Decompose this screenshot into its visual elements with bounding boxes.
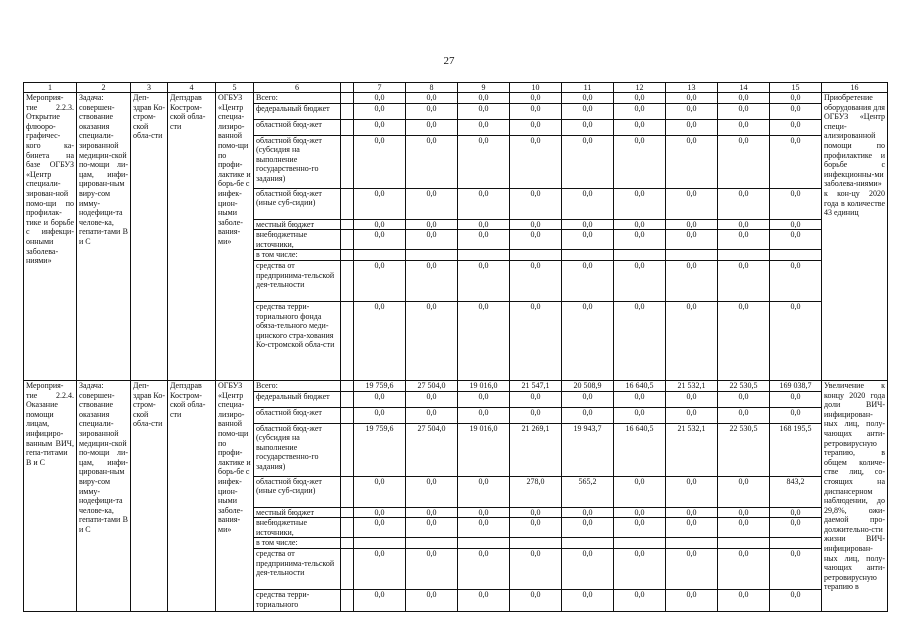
amount-cell: 0,0 <box>406 507 458 518</box>
column-header: 11 <box>562 83 614 93</box>
amount-cell: 0,0 <box>562 507 614 518</box>
amount-cell <box>666 538 718 549</box>
amount-cell: 0,0 <box>510 548 562 589</box>
amount-cell: 0,0 <box>354 507 406 518</box>
amount-cell: 0,0 <box>666 219 718 230</box>
amount-cell: 0,0 <box>354 301 406 380</box>
amount-cell: 0,0 <box>458 103 510 119</box>
amount-cell: 0,0 <box>666 119 718 135</box>
amount-cell: 0,0 <box>614 230 666 250</box>
funding-source: областной бюд-жет (иные суб-сидии) <box>254 476 341 507</box>
amount-cell: 16 640,5 <box>614 423 666 476</box>
amount-cell: 0,0 <box>614 135 666 188</box>
amount-cell: 0,0 <box>718 119 770 135</box>
amount-cell: 19 016,0 <box>458 423 510 476</box>
amount-cell: 0,0 <box>458 93 510 104</box>
amount-cell: 0,0 <box>718 230 770 250</box>
gap-cell <box>341 103 354 119</box>
amount-cell: 0,0 <box>562 188 614 219</box>
task-text: Задача: совершен-ствование оказания специали-зированной медицин-ской по-мощи ли-цам, инфи-цирован-ным виру-сом имму-нодефици-та челове-ка, гепати-тами В и С <box>77 93 131 381</box>
amount-cell: 0,0 <box>354 518 406 538</box>
amount-cell: 19 759,6 <box>354 380 406 391</box>
amount-cell <box>718 538 770 549</box>
amount-cell: 0,0 <box>510 518 562 538</box>
amount-cell: 0,0 <box>770 507 822 518</box>
amount-cell: 27 504,0 <box>406 423 458 476</box>
amount-cell: 0,0 <box>354 260 406 301</box>
amount-cell <box>562 250 614 261</box>
column-header: 9 <box>458 83 510 93</box>
gap-cell <box>341 391 354 407</box>
amount-cell: 0,0 <box>458 119 510 135</box>
amount-cell: 0,0 <box>770 93 822 104</box>
gap-cell <box>341 476 354 507</box>
amount-cell: 0,0 <box>562 301 614 380</box>
task-text: Задача: совершен-ствование оказания специали-зированной медицин-ской по-мощи ли-цам, инфи-цирован-ным виру-сом имму-нодефици-та челове-ка, гепати-тами В и С <box>77 380 131 611</box>
page-number: 27 <box>443 55 455 67</box>
amount-cell: 21 547,1 <box>510 380 562 391</box>
amount-cell: 0,0 <box>614 548 666 589</box>
column-header: 7 <box>354 83 406 93</box>
amount-cell: 0,0 <box>718 135 770 188</box>
amount-cell: 0,0 <box>666 548 718 589</box>
amount-cell: 0,0 <box>406 589 458 611</box>
funding-source: областной бюд-жет (субсидия на выполнение государственно-го задания) <box>254 423 341 476</box>
amount-cell: 22 530,5 <box>718 423 770 476</box>
amount-cell: 0,0 <box>718 476 770 507</box>
amount-cell: 0,0 <box>666 230 718 250</box>
amount-cell: 0,0 <box>666 188 718 219</box>
amount-cell: 0,0 <box>406 548 458 589</box>
amount-cell: 0,0 <box>354 188 406 219</box>
amount-cell: 0,0 <box>406 230 458 250</box>
amount-cell: 0,0 <box>666 507 718 518</box>
column-header: 6 <box>254 83 341 93</box>
amount-cell: 0,0 <box>718 407 770 423</box>
gap-cell <box>341 188 354 219</box>
column-header: 14 <box>718 83 770 93</box>
amount-cell: 0,0 <box>614 119 666 135</box>
amount-cell: 0,0 <box>666 135 718 188</box>
amount-cell: 0,0 <box>562 93 614 104</box>
amount-cell: 0,0 <box>614 301 666 380</box>
gap-cell <box>341 589 354 611</box>
funding-source: Всего: <box>254 380 341 391</box>
amount-cell: 0,0 <box>510 93 562 104</box>
funding-source: Всего: <box>254 93 341 104</box>
funding-source: федеральный бюджет <box>254 391 341 407</box>
column-header: 13 <box>666 83 718 93</box>
funding-source: местный бюджет <box>254 219 341 230</box>
amount-cell <box>770 538 822 549</box>
amount-cell <box>510 250 562 261</box>
amount-cell <box>458 250 510 261</box>
gap-cell <box>341 518 354 538</box>
amount-cell: 0,0 <box>354 119 406 135</box>
amount-cell: 0,0 <box>354 135 406 188</box>
amount-cell: 0,0 <box>614 518 666 538</box>
expected-result: Приобретение оборудования для ОГБУЗ «Центр специ-ализированной помощи по профилактике и борьбе с инфекционны-ми заболева-ниями» к кон-цу 2020 года в количестве 43 единиц <box>822 93 888 381</box>
amount-cell: 0,0 <box>770 301 822 380</box>
amount-cell: 19 943,7 <box>562 423 614 476</box>
amount-cell: 0,0 <box>510 103 562 119</box>
table-row <box>24 380 888 391</box>
amount-cell: 0,0 <box>562 103 614 119</box>
amount-cell: 0,0 <box>770 391 822 407</box>
funding-source: внебюджетные источники, <box>254 518 341 538</box>
amount-cell: 16 640,5 <box>614 380 666 391</box>
amount-cell: 0,0 <box>458 518 510 538</box>
funding-source: средства от предпринима-тельской дея-тельности <box>254 548 341 589</box>
amount-cell: 20 508,9 <box>562 380 614 391</box>
gap-cell <box>341 380 354 391</box>
amount-cell: 0,0 <box>718 260 770 301</box>
amount-cell: 0,0 <box>510 391 562 407</box>
amount-cell: 168 195,5 <box>770 423 822 476</box>
amount-cell: 0,0 <box>354 407 406 423</box>
recipient: ОГБУЗ «Центр специа-лизиро-ванной помо-щи по профи-лактике и борь-бе с инфек-цион-ными заболе-вания-ми» <box>216 380 254 611</box>
amount-cell: 0,0 <box>562 119 614 135</box>
amount-cell: 0,0 <box>614 188 666 219</box>
amount-cell: 0,0 <box>770 589 822 611</box>
column-header-row <box>24 83 888 93</box>
amount-cell <box>406 250 458 261</box>
amount-cell: 0,0 <box>354 476 406 507</box>
gap-cell <box>341 423 354 476</box>
amount-cell: 0,0 <box>510 219 562 230</box>
amount-cell: 0,0 <box>770 230 822 250</box>
gap-cell <box>341 230 354 250</box>
amount-cell: 0,0 <box>354 391 406 407</box>
amount-cell: 0,0 <box>562 230 614 250</box>
amount-cell <box>718 250 770 261</box>
column-header: 1 <box>24 83 77 93</box>
amount-cell: 0,0 <box>718 301 770 380</box>
amount-cell: 0,0 <box>770 219 822 230</box>
gap-cell <box>341 93 354 104</box>
column-header <box>341 83 354 93</box>
funding-source: областной бюд-жет (субсидия на выполнение государственно-го задания) <box>254 135 341 188</box>
amount-cell: 27 504,0 <box>406 380 458 391</box>
amount-cell: 0,0 <box>562 219 614 230</box>
funding-source: областной бюд-жет <box>254 119 341 135</box>
amount-cell: 0,0 <box>406 219 458 230</box>
amount-cell: 843,2 <box>770 476 822 507</box>
amount-cell: 0,0 <box>510 135 562 188</box>
amount-cell: 0,0 <box>406 301 458 380</box>
amount-cell: 0,0 <box>666 103 718 119</box>
funding-source: средства терри-ториального фонда обяза-тельного меди-цинского стра-хования Ко-стромской обла-сти <box>254 301 341 380</box>
amount-cell: 22 530,5 <box>718 380 770 391</box>
amount-cell: 0,0 <box>614 219 666 230</box>
amount-cell: 0,0 <box>770 103 822 119</box>
amount-cell: 0,0 <box>718 507 770 518</box>
funding-source: федеральный бюджет <box>254 103 341 119</box>
amount-cell <box>614 538 666 549</box>
gap-cell <box>341 538 354 549</box>
amount-cell <box>666 250 718 261</box>
amount-cell: 0,0 <box>770 188 822 219</box>
amount-cell: 0,0 <box>718 548 770 589</box>
amount-cell: 0,0 <box>666 518 718 538</box>
amount-cell: 565,2 <box>562 476 614 507</box>
amount-cell: 0,0 <box>458 407 510 423</box>
amount-cell: 0,0 <box>718 103 770 119</box>
amount-cell: 0,0 <box>666 260 718 301</box>
amount-cell: 0,0 <box>458 135 510 188</box>
amount-cell <box>510 538 562 549</box>
amount-cell: 0,0 <box>458 548 510 589</box>
amount-cell: 0,0 <box>458 219 510 230</box>
amount-cell: 19 016,0 <box>458 380 510 391</box>
amount-cell: 0,0 <box>562 135 614 188</box>
amount-cell: 0,0 <box>614 507 666 518</box>
funding-source: внебюджетные источники, <box>254 230 341 250</box>
funding-source: средства терри-ториального <box>254 589 341 611</box>
amount-cell <box>458 538 510 549</box>
gap-cell <box>341 135 354 188</box>
amount-cell: 0,0 <box>718 93 770 104</box>
gap-cell <box>341 219 354 230</box>
gap-cell <box>341 407 354 423</box>
amount-cell: 0,0 <box>458 230 510 250</box>
gap-cell <box>341 548 354 589</box>
amount-cell: 0,0 <box>458 476 510 507</box>
amount-cell: 0,0 <box>458 589 510 611</box>
amount-cell: 0,0 <box>354 93 406 104</box>
expected-result: Увеличение к концу 2020 года доли ВИЧ-инфицирован-ных лиц, полу-чающих анти-ретровирусную терапию, в общем количе-стве лиц, со-стоящих на диспансерном наблюдении, до 29,8%, ожи-даемой про-должительно-сти жизни ВИЧ-инфицирован-ных лиц, полу-чающих анти-ретровирусную терапию в <box>822 380 888 611</box>
amount-cell: 0,0 <box>458 188 510 219</box>
amount-cell: 0,0 <box>458 507 510 518</box>
funding-table <box>23 82 888 612</box>
amount-cell: 0,0 <box>354 548 406 589</box>
amount-cell: 0,0 <box>666 93 718 104</box>
amount-cell: 0,0 <box>458 301 510 380</box>
amount-cell: 0,0 <box>354 103 406 119</box>
amount-cell: 0,0 <box>354 219 406 230</box>
amount-cell: 0,0 <box>770 119 822 135</box>
amount-cell: 0,0 <box>614 93 666 104</box>
column-header: 16 <box>822 83 888 93</box>
executor: Деп-здрав Ко-стром-ской обла-сти <box>131 380 168 611</box>
amount-cell: 19 759,6 <box>354 423 406 476</box>
amount-cell: 0,0 <box>666 391 718 407</box>
funding-source: областной бюд-жет (иные суб-сидии) <box>254 188 341 219</box>
amount-cell: 0,0 <box>510 260 562 301</box>
funding-source: местный бюджет <box>254 507 341 518</box>
amount-cell: 0,0 <box>510 407 562 423</box>
amount-cell: 169 038,7 <box>770 380 822 391</box>
amount-cell: 0,0 <box>666 476 718 507</box>
coexecutor: Депздрав Костром-ской обла-сти <box>168 93 216 381</box>
gap-cell <box>341 119 354 135</box>
measure-name: Мероприя-тие 2.2.3. Открытие флюоро-графичес-кого ка-бинета на базе ОГБУЗ «Центр специали-зирован-ной помо-щи по профилак-тике и борьбе с инфекци-онными заболева-ниями» <box>24 93 77 381</box>
gap-cell <box>341 301 354 380</box>
amount-cell: 0,0 <box>406 260 458 301</box>
amount-cell: 0,0 <box>614 407 666 423</box>
amount-cell: 0,0 <box>666 407 718 423</box>
amount-cell: 0,0 <box>614 391 666 407</box>
recipient: ОГБУЗ «Центр специа-лизиро-ванной помо-щи по профи-лактике и борь-бе с инфек-цион-ными заболе-вания-ми» <box>216 93 254 381</box>
amount-cell: 0,0 <box>614 103 666 119</box>
amount-cell: 0,0 <box>562 407 614 423</box>
amount-cell: 0,0 <box>770 260 822 301</box>
amount-cell: 0,0 <box>614 589 666 611</box>
amount-cell: 0,0 <box>406 119 458 135</box>
amount-cell: 0,0 <box>354 589 406 611</box>
amount-cell <box>770 250 822 261</box>
amount-cell: 0,0 <box>718 589 770 611</box>
amount-cell <box>562 538 614 549</box>
table-row <box>24 93 888 104</box>
coexecutor: Депздрав Костром-ской обла-сти <box>168 380 216 611</box>
amount-cell: 0,0 <box>718 518 770 538</box>
measure-name: Мероприя-тие 2.2.4. Оказание помощи лицам, инфициро-ванным ВИЧ, гепа-титами В и С <box>24 380 77 611</box>
amount-cell: 0,0 <box>666 301 718 380</box>
amount-cell: 0,0 <box>510 119 562 135</box>
amount-cell: 0,0 <box>406 103 458 119</box>
amount-cell: 21 532,1 <box>666 423 718 476</box>
column-header: 3 <box>131 83 168 93</box>
amount-cell: 0,0 <box>510 301 562 380</box>
amount-cell <box>354 538 406 549</box>
amount-cell <box>354 250 406 261</box>
column-header: 2 <box>77 83 131 93</box>
amount-cell: 0,0 <box>406 135 458 188</box>
amount-cell: 0,0 <box>562 260 614 301</box>
amount-cell: 0,0 <box>770 135 822 188</box>
amount-cell: 0,0 <box>614 476 666 507</box>
amount-cell: 0,0 <box>770 548 822 589</box>
amount-cell: 0,0 <box>562 391 614 407</box>
column-header: 10 <box>510 83 562 93</box>
amount-cell: 21 269,1 <box>510 423 562 476</box>
column-header: 4 <box>168 83 216 93</box>
funding-source: областной бюд-жет <box>254 407 341 423</box>
amount-cell: 0,0 <box>406 391 458 407</box>
amount-cell: 0,0 <box>614 260 666 301</box>
amount-cell: 0,0 <box>406 518 458 538</box>
column-header: 12 <box>614 83 666 93</box>
amount-cell: 0,0 <box>562 518 614 538</box>
gap-cell <box>341 250 354 261</box>
amount-cell: 0,0 <box>406 407 458 423</box>
gap-cell <box>341 507 354 518</box>
funding-source: в том числе: <box>254 538 341 549</box>
amount-cell: 0,0 <box>562 548 614 589</box>
amount-cell: 0,0 <box>770 518 822 538</box>
amount-cell: 0,0 <box>510 188 562 219</box>
funding-source: средства от предпринима-тельской дея-тельности <box>254 260 341 301</box>
amount-cell: 0,0 <box>718 391 770 407</box>
gap-cell <box>341 260 354 301</box>
amount-cell: 0,0 <box>406 188 458 219</box>
amount-cell: 0,0 <box>510 589 562 611</box>
amount-cell: 0,0 <box>458 260 510 301</box>
amount-cell: 0,0 <box>406 93 458 104</box>
amount-cell: 0,0 <box>562 589 614 611</box>
column-header: 15 <box>770 83 822 93</box>
column-header: 8 <box>406 83 458 93</box>
amount-cell: 0,0 <box>718 219 770 230</box>
amount-cell <box>614 250 666 261</box>
amount-cell: 0,0 <box>354 230 406 250</box>
amount-cell: 0,0 <box>406 476 458 507</box>
funding-source: в том числе: <box>254 250 341 261</box>
amount-cell <box>406 538 458 549</box>
amount-cell: 278,0 <box>510 476 562 507</box>
column-header: 5 <box>216 83 254 93</box>
amount-cell: 0,0 <box>458 391 510 407</box>
amount-cell: 21 532,1 <box>666 380 718 391</box>
amount-cell: 0,0 <box>718 188 770 219</box>
amount-cell: 0,0 <box>666 589 718 611</box>
amount-cell: 0,0 <box>770 407 822 423</box>
amount-cell: 0,0 <box>510 230 562 250</box>
amount-cell: 0,0 <box>510 507 562 518</box>
executor: Деп-здрав Ко-стром-ской обла-сти <box>131 93 168 381</box>
